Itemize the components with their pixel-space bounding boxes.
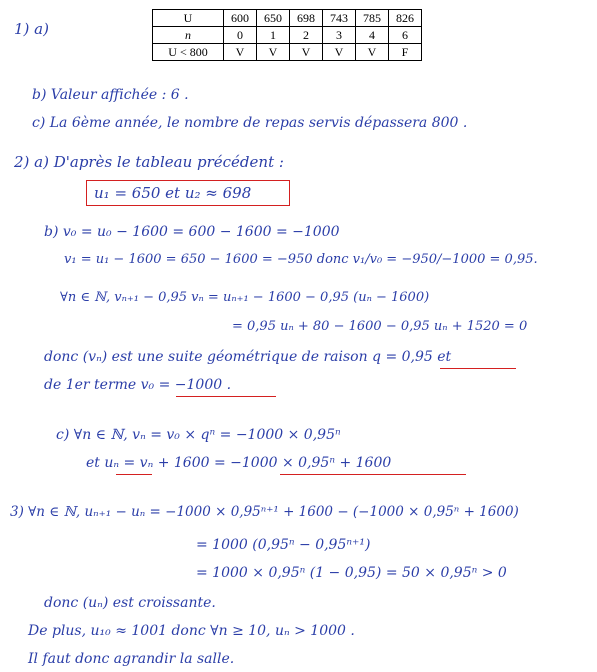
table-cell: U < 800 bbox=[153, 44, 224, 61]
table-row bbox=[153, 44, 422, 61]
table-cell: 826 bbox=[389, 10, 422, 27]
table-cell: 600 bbox=[224, 10, 257, 27]
table-cell: 6 bbox=[389, 27, 422, 44]
q2a-heading: 2) a) D'après le tableau précédent : bbox=[14, 153, 284, 171]
table-row bbox=[153, 27, 422, 44]
table-cell: 2 bbox=[290, 27, 323, 44]
q2b-line-2: v₁ = u₁ − 1600 = 650 − 1600 = −950 donc v₁/v₀ = −950/−1000 = 0,95. bbox=[64, 252, 538, 267]
table-cell: 743 bbox=[323, 10, 356, 27]
first-term-underline bbox=[176, 396, 276, 397]
q3-line-5: De plus, u₁₀ ≈ 1001 donc ∀n ≥ 10, uₙ > 1000 . bbox=[28, 623, 355, 639]
q2b-line-5: donc (vₙ) est une suite géométrique de raison q = 0,95 et bbox=[44, 349, 452, 365]
q2c-line-2: et uₙ = vₙ + 1600 = −1000 × 0,95ⁿ + 1600 bbox=[86, 455, 392, 471]
values-table bbox=[152, 9, 422, 61]
q2b-line-4: = 0,95 uₙ + 80 − 1600 − 0,95 uₙ + 1520 = 0 bbox=[232, 319, 528, 334]
table-cell: 698 bbox=[290, 10, 323, 27]
table-cell: 1 bbox=[257, 27, 290, 44]
q3-line-2: = 1000 (0,95ⁿ − 0,95ⁿ⁺¹) bbox=[196, 537, 371, 553]
table-cell: V bbox=[323, 44, 356, 61]
q3-line-4: donc (uₙ) est croissante. bbox=[44, 595, 216, 611]
q2c-line-1: c) ∀n ∈ ℕ, vₙ = v₀ × qⁿ = −1000 × 0,95ⁿ bbox=[56, 427, 341, 443]
q2b-line-3: ∀n ∈ ℕ, vₙ₊₁ − 0,95 vₙ = uₙ₊₁ − 1600 − 0,95 (uₙ − 1600) bbox=[60, 290, 430, 305]
table-cell: 4 bbox=[356, 27, 389, 44]
table-cell: V bbox=[257, 44, 290, 61]
table-cell: V bbox=[290, 44, 323, 61]
table-cell: 0 bbox=[224, 27, 257, 44]
q3-line-3: = 1000 × 0,95ⁿ (1 − 0,95) = 50 × 0,95ⁿ > 0 bbox=[196, 565, 507, 581]
q1c-line: c) La 6ème année, le nombre de repas servis dépassera 800 . bbox=[32, 115, 468, 131]
table-cell: V bbox=[356, 44, 389, 61]
table-cell: n bbox=[153, 27, 224, 44]
q1a-label: 1) a) bbox=[14, 20, 49, 38]
un-formula-underline bbox=[280, 474, 466, 475]
table-cell: 650 bbox=[257, 10, 290, 27]
un-underline bbox=[116, 474, 152, 475]
q3-line-1: 3) ∀n ∈ ℕ, uₙ₊₁ − uₙ = −1000 × 0,95ⁿ⁺¹ + 1600 − (−1000 × 0,95ⁿ + 1600) bbox=[10, 504, 519, 520]
table-cell: U bbox=[153, 10, 224, 27]
q2b-line-6: de 1er terme v₀ = −1000 . bbox=[44, 377, 232, 393]
q2a-boxed-answer: u₁ = 650 et u₂ ≈ 698 bbox=[94, 184, 252, 202]
q2b-line-1: b) v₀ = u₀ − 1600 = 600 − 1600 = −1000 bbox=[44, 224, 340, 240]
table-cell: F bbox=[389, 44, 422, 61]
table-cell: 3 bbox=[323, 27, 356, 44]
q1b-line: b) Valeur affichée : 6 . bbox=[32, 87, 189, 103]
ratio-underline bbox=[440, 368, 516, 369]
table-row bbox=[153, 10, 422, 27]
table-cell: V bbox=[224, 44, 257, 61]
table-cell: 785 bbox=[356, 10, 389, 27]
q3-line-6: Il faut donc agrandir la salle. bbox=[28, 651, 235, 667]
